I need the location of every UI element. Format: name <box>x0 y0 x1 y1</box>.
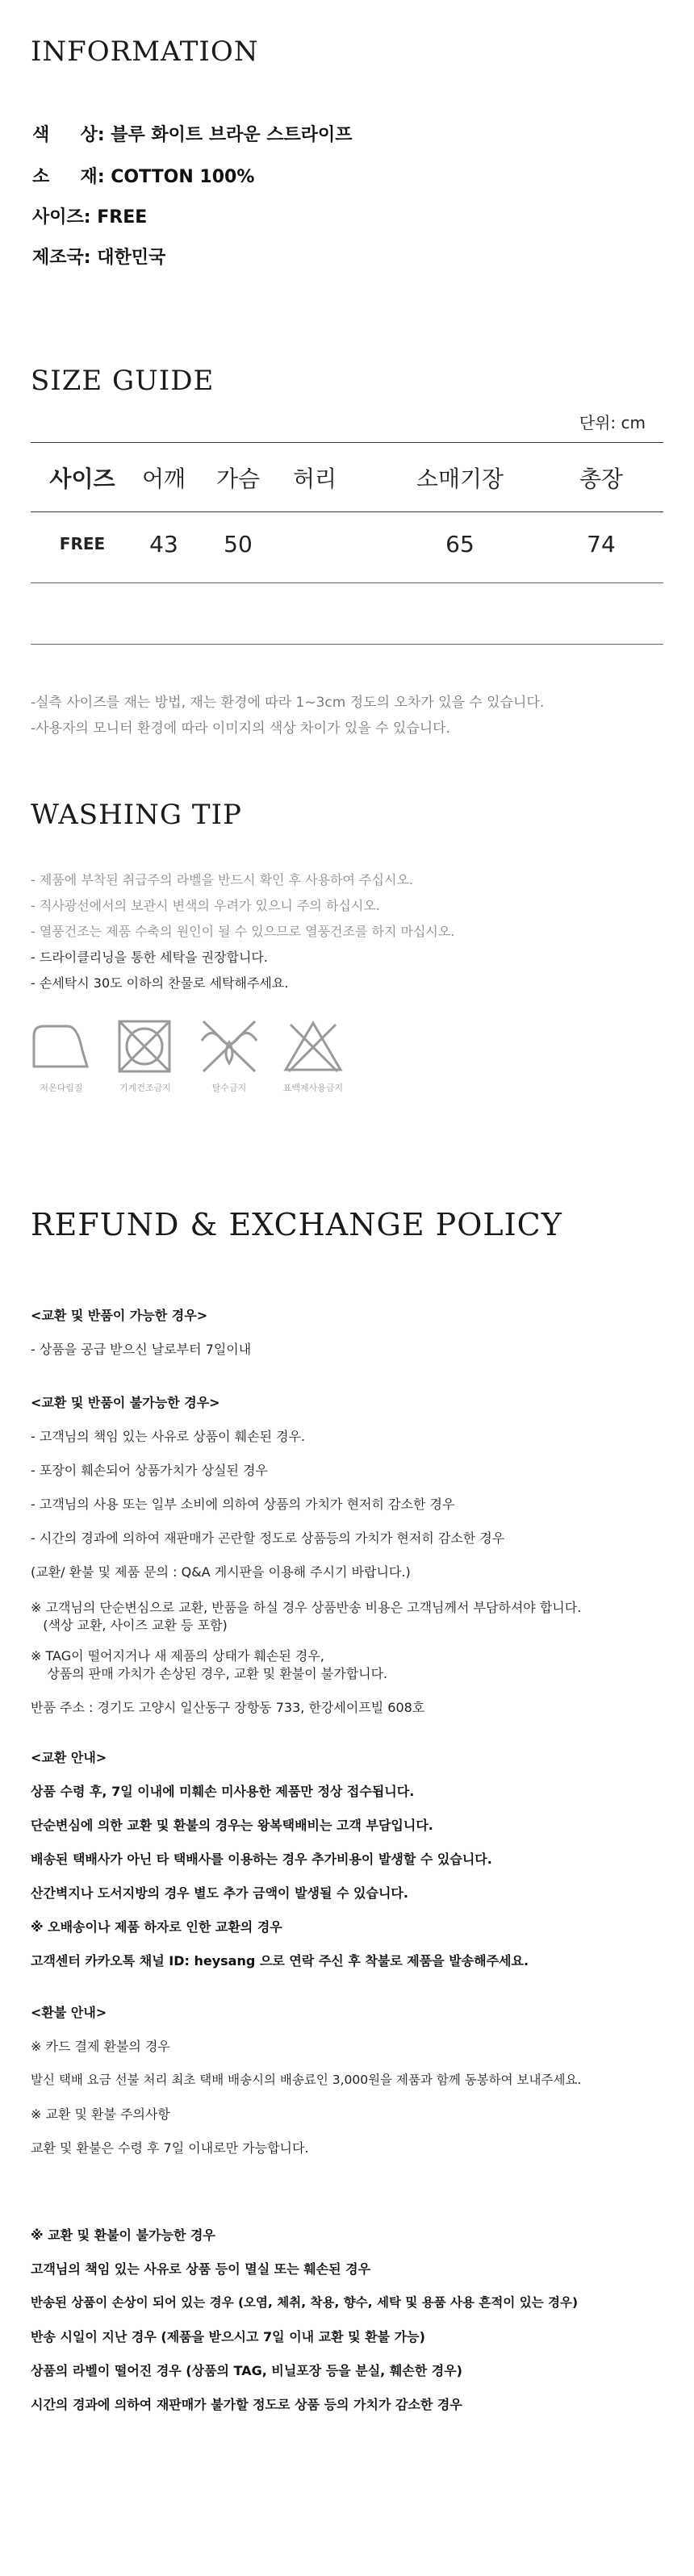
table-bottom-rule <box>31 644 663 645</box>
policy-line: 교환 및 환불은 수령 후 7일 이내로만 가능합니다. <box>31 2140 309 2156</box>
policy-line: (교환/ 환불 및 제품 문의 : Q&A 게시판을 이용해 주시기 바랍니다.) <box>31 1564 411 1580</box>
policy-line: <교환 및 반품이 가능한 경우> <box>31 1308 208 1323</box>
policy-line: - 포장이 훼손되어 상품가치가 상실된 경우 <box>31 1463 268 1478</box>
size-note: -실측 사이즈를 재는 방법, 재는 환경에 따라 1~3cm 정도의 오차가 있을 수 있습니다. <box>31 695 545 711</box>
info-key: 제조국 <box>32 248 84 268</box>
size-cell-chest: 50 <box>224 531 253 557</box>
no-tumble-dry-icon <box>113 1018 178 1075</box>
info-key: 소 재 <box>32 167 98 187</box>
size-header-sleeve: 소매기장 <box>416 466 504 492</box>
size-header-length: 총장 <box>579 466 624 492</box>
policy-line: (색상 교환, 사이즈 교환 등 포함) <box>31 1618 228 1633</box>
size-cell-shoulder: 43 <box>149 531 178 557</box>
info-color <box>32 121 353 146</box>
policy-title: REFUND & EXCHANGE POLICY <box>31 1207 562 1242</box>
size-header-size: 사이즈 <box>49 466 115 492</box>
policy-line: 고객님의 책임 있는 사유로 상품 등이 멸실 또는 훼손된 경우 <box>31 2261 371 2277</box>
info-value: : FREE <box>83 207 148 228</box>
policy-line: 배송된 택배사가 아닌 타 택배사를 이용하는 경우 추가비용이 발생할 수 있습니다. <box>31 1852 492 1867</box>
washing-tip: - 열풍건조는 제품 수축의 원인이 될 수 있으므로 열풍건조를 하지 마십시오. <box>31 924 455 939</box>
washing-tip: - 드라이클리닝을 통한 세탁을 권장합니다. <box>31 950 268 965</box>
size-cell-length: 74 <box>587 531 616 557</box>
washing-tip: - 제품에 부착된 취급주의 라벨을 반드시 확인 후 사용하여 주십시오. <box>31 872 413 887</box>
washing-tip-title: WASHING TIP <box>31 799 242 831</box>
information-title: INFORMATION <box>31 35 259 68</box>
policy-line: 발신 택배 요금 선불 처리 최초 택배 배송시의 배송료인 3,000원을 제품과 함께 동봉하여 보내주세요. <box>31 2073 582 2087</box>
info-material <box>32 163 254 188</box>
size-cell-size: FREE <box>59 534 106 553</box>
no-wring-icon <box>197 1018 261 1075</box>
size-header-shoulder: 어깨 <box>141 466 186 492</box>
iron-caption: 저온다림질 <box>40 1083 83 1093</box>
size-cell-sleeve: 65 <box>445 531 475 557</box>
info-value: : 블루 화이트 브라운 스트라이프 <box>97 125 353 145</box>
size-note: -사용자의 모니터 환경에 따라 이미지의 색상 차이가 있을 수 있습니다. <box>31 720 450 737</box>
policy-line: ※ 교환 및 환불이 불가능한 경우 <box>31 2227 215 2243</box>
washing-tip: - 직사광선에서의 보관시 변색의 우려가 있으니 주의 하십시오. <box>31 898 380 913</box>
policy-line: 시간의 경과에 의하여 재판매가 불가할 정도로 상품 등의 가치가 감소한 경우 <box>31 2397 462 2412</box>
policy-line: ※ 오배송이나 제품 하자로 인한 교환의 경우 <box>31 1919 282 1935</box>
size-header-chest: 가슴 <box>215 466 261 492</box>
info-value: : 대한민국 <box>83 248 166 268</box>
size-guide-title: SIZE GUIDE <box>31 365 215 397</box>
table-top-rule <box>31 442 663 443</box>
policy-line: 반품 주소 : 경기도 고양시 일산동구 장항동 733, 한강세이프빌 608호 <box>31 1700 425 1715</box>
policy-line: <교환 및 반품이 불가능한 경우> <box>31 1395 220 1410</box>
size-unit: 단위: cm <box>579 413 646 432</box>
size-header-waist: 허리 <box>292 466 337 492</box>
policy-line: <환불 안내> <box>31 2005 107 2020</box>
no-bleach-icon <box>281 1018 345 1075</box>
table-header-rule <box>31 511 663 512</box>
policy-line: - 상품을 공급 받으신 날로부터 7일이내 <box>31 1342 252 1357</box>
policy-line: 단순변심에 의한 교환 및 환불의 경우는 왕복택배비는 고객 부담입니다. <box>31 1818 433 1833</box>
policy-line: - 고객님의 사용 또는 일부 소비에 의하여 상품의 가치가 현저히 감소한 경우 <box>31 1497 455 1512</box>
policy-line: ※ TAG이 떨어지거나 새 제품의 상태가 훼손된 경우, <box>31 1648 324 1664</box>
info-value: : COTTON 100% <box>97 167 255 187</box>
info-size <box>32 203 147 228</box>
no-wring-caption: 탈수금지 <box>211 1083 247 1093</box>
info-key: 색 상 <box>32 125 98 145</box>
policy-line: - 시간의 경과에 의하여 재판매가 곤란할 정도로 상품등의 가치가 현저히 감소한 경우 <box>31 1530 505 1546</box>
policy-line: ※ 고객님의 단순변심으로 교환, 반품을 하실 경우 상품반송 비용은 고객님께서 부담하셔야 합니다. <box>31 1600 582 1615</box>
policy-line: <교환 안내> <box>31 1750 107 1765</box>
no-bleach-caption: 표백제사용금지 <box>282 1083 344 1093</box>
no-tumble-dry-caption: 기계건조금지 <box>119 1083 171 1093</box>
table-row-rule <box>31 582 663 583</box>
washing-tip: - 손세탁시 30도 이하의 찬물로 세탁해주세요. <box>31 975 289 991</box>
iron-icon <box>29 1018 94 1075</box>
policy-line: 반송된 상품이 손상이 되어 있는 경우 (오염, 체취, 착용, 향수, 세탁 및 용품 사용 흔적이 있는 경우) <box>31 2295 579 2310</box>
policy-line: 상품의 라벨이 떨어진 경우 (상품의 TAG, 비닐포장 등을 분실, 훼손한 경우) <box>31 2363 462 2378</box>
policy-line: ※ 카드 결제 환불의 경우 <box>31 2039 170 2054</box>
info-key: 사이즈 <box>32 207 84 228</box>
policy-line: 상품 수령 후, 7일 이내에 미훼손 미사용한 제품만 정상 접수됩니다. <box>31 1784 415 1799</box>
policy-line: 반송 시일이 지난 경우 (제품을 받으시고 7일 이내 교환 및 환불 가능) <box>31 2329 425 2344</box>
info-origin <box>32 244 165 269</box>
policy-line: 산간벽지나 도서지방의 경우 별도 추가 금액이 발생될 수 있습니다. <box>31 1885 408 1901</box>
policy-line: 상품의 판매 가치가 손상된 경우, 교환 및 환불이 불가합니다. <box>31 1666 388 1681</box>
policy-line: 고객센터 카카오톡 채널 ID: heysang 으로 연락 주신 후 착불로 제품을 발송해주세요. <box>31 1953 529 1969</box>
policy-line: - 고객님의 책임 있는 사유로 상품이 훼손된 경우. <box>31 1429 306 1444</box>
policy-line: ※ 교환 및 환불 주의사항 <box>31 2106 170 2122</box>
